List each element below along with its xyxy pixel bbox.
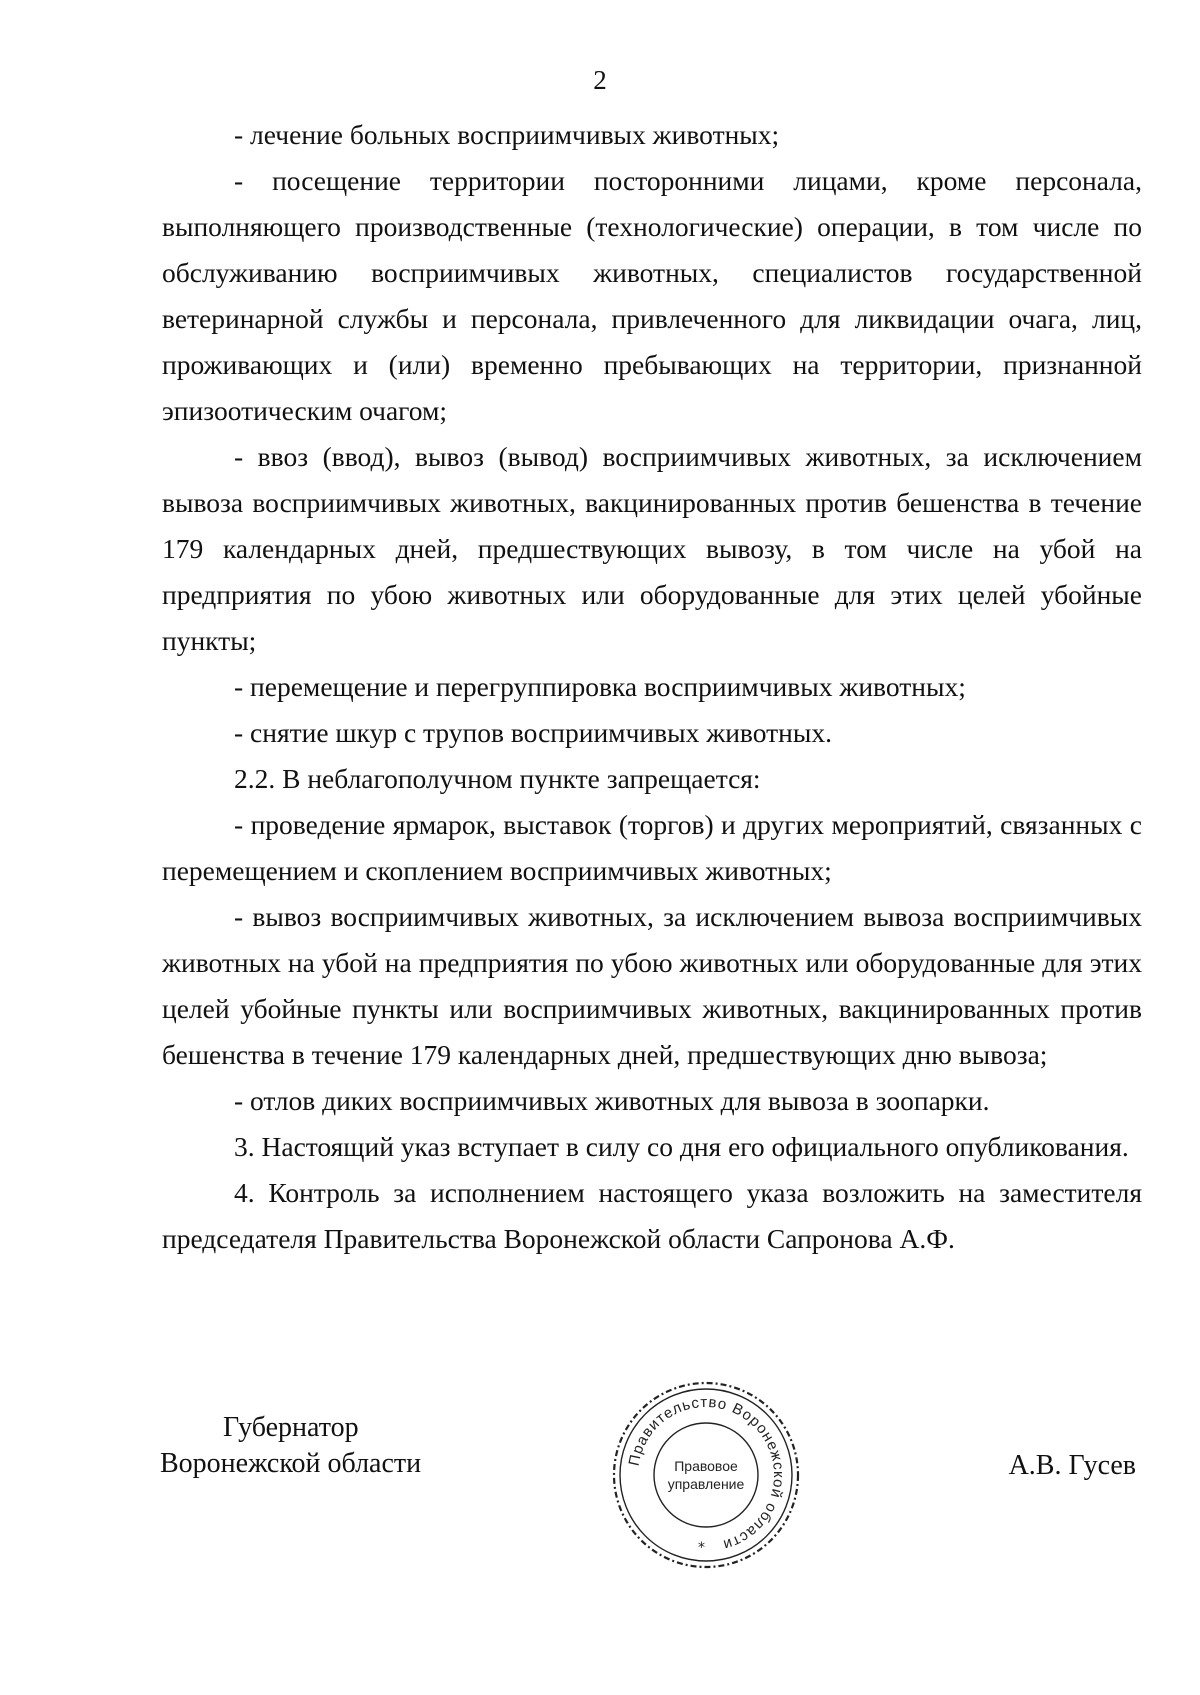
- paragraph-item-import-export: - ввоз (ввод), вывоз (вывод) восприимчивых животных, за исключением вывоза восприимчивых животных, вакцинированных против бешенства в течение 179 календарных дней, предшествующих вывозу, в том числе на убой на предприятия по убою животных или оборудованные для этих целей убойные пункты;: [162, 441, 1142, 656]
- document-body: [162, 112, 1142, 1262]
- stamp-center-text: [666, 1457, 746, 1493]
- star-icon: *: [698, 1540, 705, 1556]
- paragraph-item-export: - вывоз восприимчивых животных, за исключением вывоза восприимчивых животных на убой на предприятия по убою животных или оборудованные для этих целей убойные пункты или восприимчивых животных, вакцинированных против бешенства в течение 179 календарных дней, предшествующих дню вывоза;: [162, 901, 1142, 1070]
- page-number: 2: [593, 65, 607, 95]
- paragraph-item-treatment: - лечение больных восприимчивых животных;: [234, 119, 780, 150]
- signatory-position: [160, 1410, 421, 1482]
- svg-text:Правительство Воронежской обла: Правительство Воронежской области: [625, 1393, 788, 1554]
- stamp-center-line2: управление: [667, 1476, 745, 1492]
- paragraph-item-fairs: - проведение ярмарок, выставок (торгов) и других мероприятий, связанных с перемещением и скоплением восприимчивых животных;: [162, 809, 1142, 886]
- official-stamp: [606, 1375, 806, 1575]
- paragraph-item-movement: - перемещение и перегруппировка восприимчивых животных;: [234, 671, 966, 702]
- paragraph-item-visiting-territory: - посещение территории посторонними лицами, кроме персонала, выполняющего производственные (технологические) операции, в том числе по обслуживанию восприимчивых животных, специалистов государственной ветеринарной службы и персонала, привлеченного для ликвидации очага, лиц, проживающих и (или) временно пребывающих на территории, признанной эпизоотическим очагом;: [162, 165, 1142, 426]
- stamp-center-line1: Правовое: [674, 1458, 738, 1474]
- paragraph-section-3: 3. Настоящий указ вступает в силу со дня его официального опубликования.: [234, 1131, 1129, 1162]
- paragraph-section-4: 4. Контроль за исполнением настоящего указа возложить на заместителя председателя Правительства Воронежской области Сапронова А.Ф.: [162, 1177, 1142, 1254]
- paragraph-section-2-2: 2.2. В неблагополучном пункте запрещается:: [234, 763, 761, 794]
- paragraph-item-wild-capture: - отлов диких восприимчивых животных для вывоза в зоопарки.: [234, 1085, 990, 1116]
- signatory-region: Воронежской области: [160, 1448, 422, 1479]
- signatory-name: А.В. Гусев: [1008, 1450, 1136, 1481]
- paragraph-item-skinning: - снятие шкур с трупов восприимчивых животных.: [234, 717, 832, 748]
- signatory-title: Губернатор: [223, 1412, 359, 1443]
